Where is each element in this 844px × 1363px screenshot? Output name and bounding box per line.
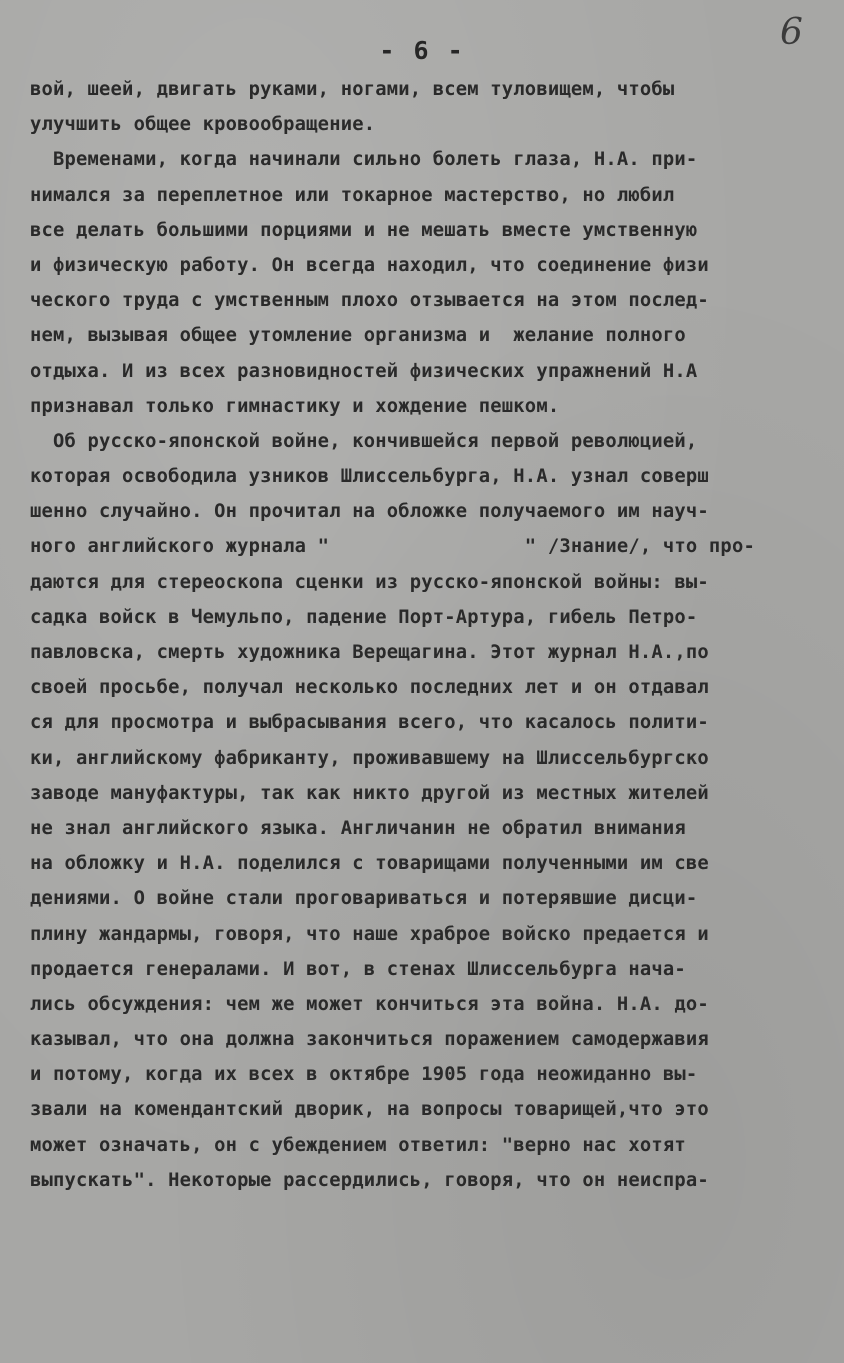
text-line: павловска, смерть художника Верещагина. Этот журнал Н.А.,по (30, 642, 709, 663)
text-line: ческого труда с умственным плохо отзывается на этом послед- (30, 290, 709, 312)
text-line: которая освободила узников Шлиссельбурга, Н.А. узнал соверш (30, 466, 709, 488)
page-number: - 6 - (379, 36, 465, 65)
text-line: Временами, когда начинали сильно болеть глаза, Н.А. при- (30, 149, 698, 171)
text-line: улучшить общее кровообращение. (30, 114, 376, 136)
text-line: выпускать". Некоторые рассердились, говоря, что он неиспра- (30, 1169, 709, 1191)
text-line: шенно случайно. Он прочитал на обложке получаемого им науч- (30, 501, 709, 523)
text-line: признавал только гимнастику и хождение пешком. (30, 395, 560, 417)
text-line: не знал английского языка. Англичанин не обратил внимания (30, 817, 686, 839)
text-line: лись обсуждения: чем же может кончиться эта война. Н.А. до- (30, 993, 709, 1015)
text-line: продается генералами. И вот, в стенах Шлиссельбурга нача- (30, 958, 686, 980)
text-line: на обложку и Н.А. поделился с товарищами полученными им све (30, 853, 709, 875)
paragraph (30, 424, 830, 1198)
text-line: вой, шеей, двигать руками, ногами, всем туловищем, чтобы (30, 79, 675, 100)
text-line: и физическую работу. Он всегда находил, что соединение физи (30, 254, 709, 276)
text-line: и потому, когда их всех в октябре 1905 года неожиданно вы- (30, 1064, 698, 1086)
handwritten-page-number: 6 (780, 12, 803, 53)
text-line: нем, вызывая общее утомление организма и желание полного (30, 325, 686, 347)
text-line: звали на комендантский дворик, на вопросы товарищей,что это (30, 1099, 709, 1121)
text-line: ки, английскому фабриканту, проживавшему на Шлиссельбургско (30, 747, 709, 769)
text-line: садка войск в Чемульпо, падение Порт-Артура, гибель Петро- (30, 606, 698, 628)
paragraph (30, 142, 830, 424)
text-line: своей просьбе, получал несколько последних лет и он отдавал (30, 677, 709, 699)
text-line: заводе мануфактуры, так как никто другой из местных жителей (30, 782, 709, 804)
text-line: плину жандармы, говоря, что наше храброе войско предается и (30, 923, 709, 945)
text-line: казывал, что она должна закончиться поражением самодержавия (30, 1029, 709, 1051)
text-line: все делать большими порциями и не мешать вместе умственную (30, 219, 698, 241)
text-line: Об русско-японской войне, кончившейся первой революцией, (30, 430, 698, 452)
text-line: нимался за переплетное или токарное мастерство, но любил (30, 184, 675, 206)
text-line: может означать, он с убеждением ответил: "верно нас хотят (30, 1134, 686, 1156)
body-text (30, 72, 830, 1198)
paragraph (30, 72, 830, 142)
text-line: даются для стереоскопа сценки из русско-японской войны: вы- (30, 571, 709, 593)
text-line: отдыха. И из всех разновидностей физических упражнений Н.А (30, 360, 698, 382)
text-line: ся для просмотра и выбрасывания всего, что касалось полити- (30, 712, 709, 734)
text-line: дениями. О войне стали проговариваться и потерявшие дисци- (30, 888, 698, 910)
text-line: ного английского журнала " " /Знание/, что про- (30, 536, 755, 558)
